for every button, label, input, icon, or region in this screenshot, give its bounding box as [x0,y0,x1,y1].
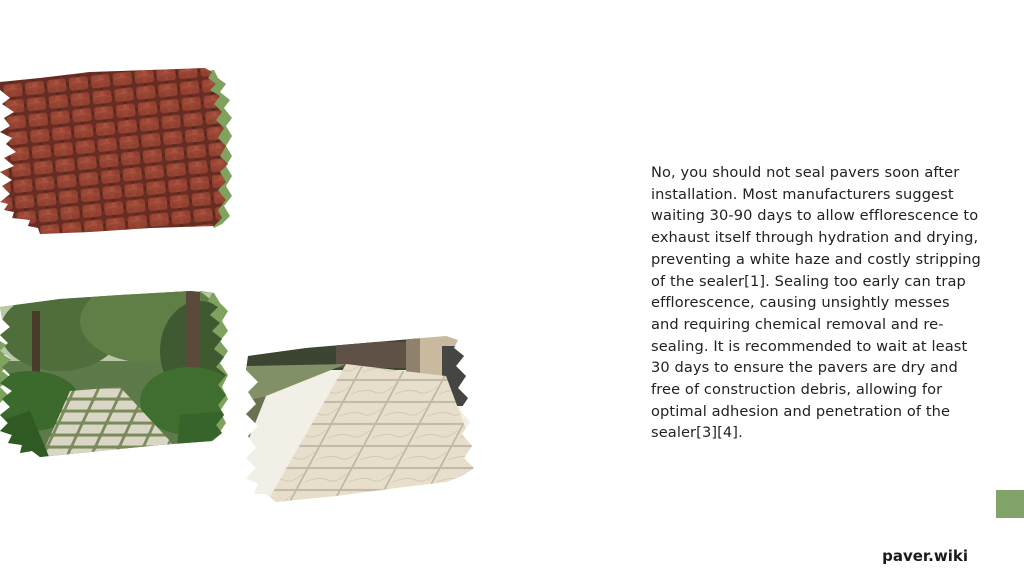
forest-stone-path-image [0,291,228,459]
site-brand-label[interactable]: paver.wiki [882,547,968,565]
accent-block [996,490,1024,518]
stone-patio-walkway-image [246,336,476,504]
article-body-text: No, you should not seal pavers soon after installation. Most manufacturers suggest waiting 30-90 days to allow efflorescence to exhaust itself through hydration and drying, preventing a white haze and costly stripping of the sealer[1]. Sealing too early can trap efflorescence, causing unsightly messes and requiring chemical removal and re-sealing. It is recommended to wait at least 30 days to ensure the pavers are dry and free of construction debris, allowing for optimal adhesion and penetration of the sealer[3][4]. [651,164,981,442]
red-cobblestone-pavers-image [0,68,232,236]
